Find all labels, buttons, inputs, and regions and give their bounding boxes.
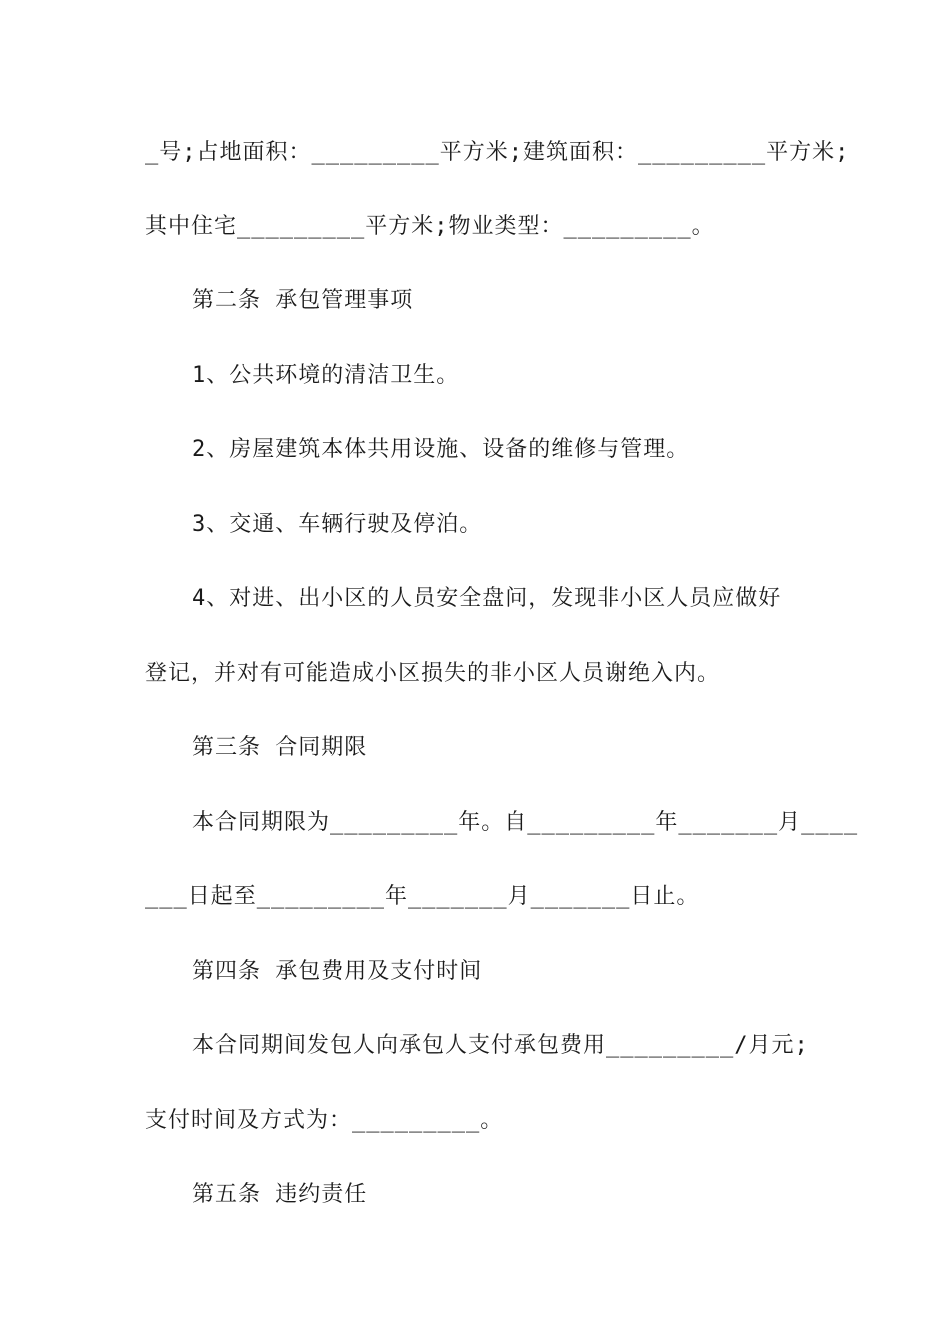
text-line: _号;占地面积：_________平方米;建筑面积：_________平方米; <box>145 140 850 165</box>
text-line: 支付时间及方式为：_________。 <box>145 1108 504 1133</box>
text-line: 登记，并对有可能造成小区损失的非小区人员谢绝入内。 <box>145 661 721 686</box>
text-line: 本合同期限为_________年。自_________年_______月____ <box>192 810 859 835</box>
text-line: 其中住宅_________平方米;物业类型：_________。 <box>145 214 715 239</box>
section-heading: 第五条 违约责任 <box>192 1182 368 1207</box>
list-item: 3、交通、车辆行驶及停泊。 <box>192 512 483 537</box>
list-item: 2、房屋建筑本体共用设施、设备的维修与管理。 <box>192 437 690 462</box>
list-item: 4、对进、出小区的人员安全盘问，发现非小区人员应做好 <box>192 586 782 611</box>
text-line: 本合同期间发包人向承包人支付承包费用_________/月元; <box>192 1033 809 1058</box>
list-item: 1、公共环境的清洁卫生。 <box>192 363 460 388</box>
section-heading: 第三条 合同期限 <box>192 735 368 760</box>
section-heading: 第四条 承包费用及支付时间 <box>192 959 483 984</box>
text-line: ___日起至_________年_______月_______日止。 <box>145 884 700 909</box>
section-heading: 第二条 承包管理事项 <box>192 288 414 313</box>
